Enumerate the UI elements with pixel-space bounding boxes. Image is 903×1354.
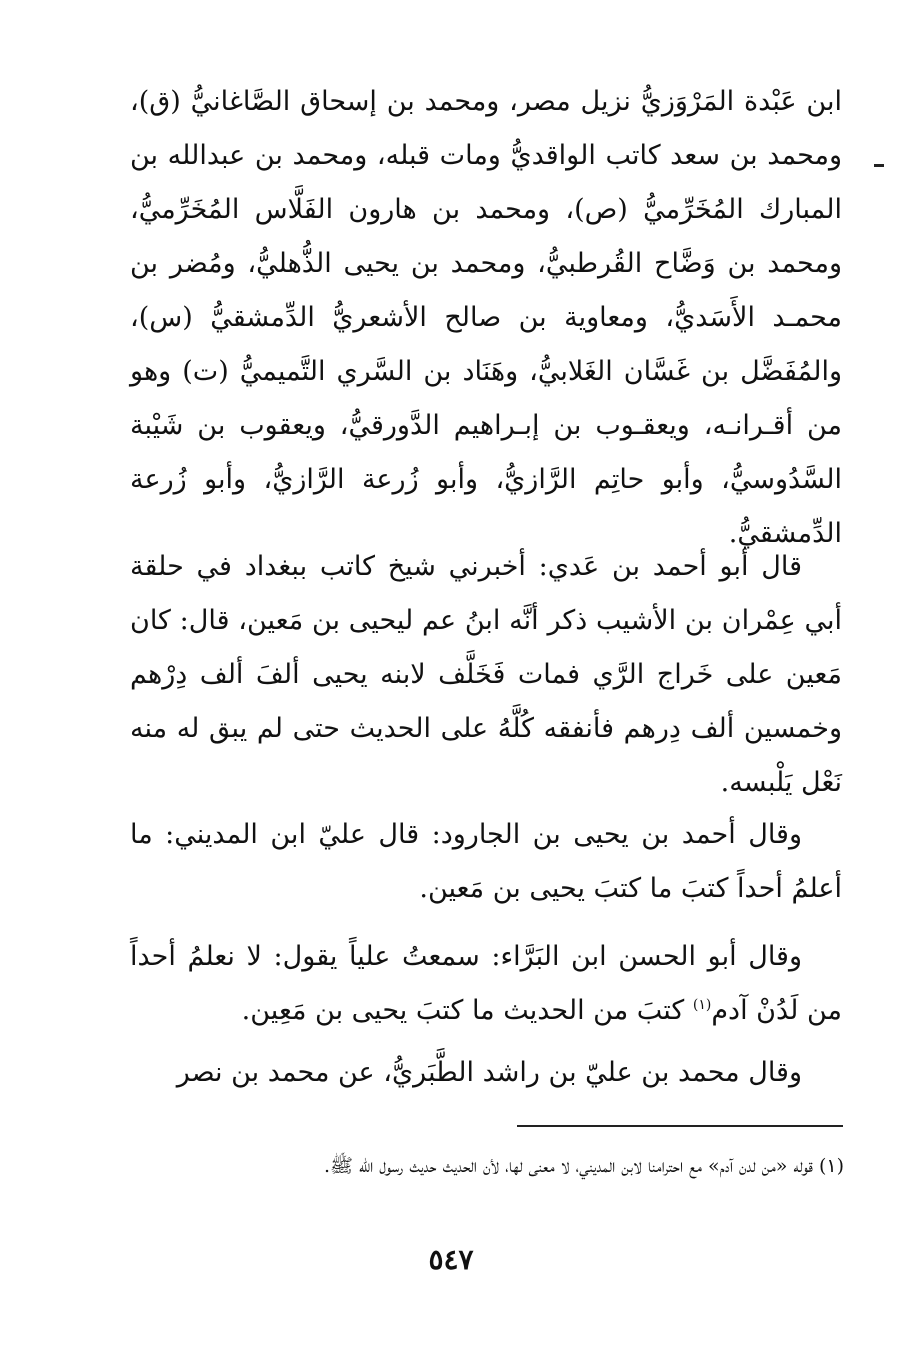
page-number: ٥٤٧: [428, 1243, 474, 1276]
paragraph-3: وقال أحمد بن يحيى بن الجارود: قال عليّ ابن المديني: ما أعلمُ أحداً كتبَ ما كتبَ يحيى بن مَعين.: [130, 819, 842, 904]
footnote-text: (١) قوله «من لدن آدم» مع احترامنا لابن المديني، لا معنى لها، لأن الحديث حديث رسول الله ﷺ.: [324, 1155, 844, 1177]
footnote-reference[interactable]: (١): [692, 997, 712, 1013]
footnote-divider: [517, 1125, 843, 1127]
paragraph-5: وقال محمد بن عليّ بن راشد الطَّبَريُّ، عن محمد بن نصر: [176, 1057, 802, 1088]
paragraph-4: [130, 930, 842, 1038]
margin-mark: [874, 164, 884, 167]
paragraph-4-part-1: وقال أبو الحسن ابن البَرَّاء: سمعتُ علياً يقول: لا نعلمُ أحداً من لَدُنْ آدم: [130, 941, 842, 1026]
paragraph-1: ابن عَبْدة المَرْوَزيُّ نزيل مصر، ومحمد بن إسحاق الصَّاغانيُّ (ق)، ومحمد بن سعد كاتب الواقديُّ ومات قبله، ومحمد بن عبدالله بن المبارك المُخَرِّميُّ (ص)، ومحمد بن هارون الفَلَّاس المُخَرِّميُّ، ومحمد بن وَضَّاح القُرطبيُّ، ومحمد بن يحيى الذُّهليُّ، ومُضر بن محمـد الأَسَديُّ، ومعاوية بن صالح الأشعريُّ الدِّمشقيُّ (س)، والمُفَضَّل بن غَسَّان الغَلابيُّ، وهَنَاد بن السَّري التَّميميُّ (ت) وهو من أقـرانـه، ويعقـوب بن إبـراهيم الدَّورقيُّ، ويعقوب بن شَيْبة السَّدُوسيُّ، وأبو حاتِم الرَّازيُّ، وأبو زُرعة الرَّازيُّ، وأبو زُرعة الدِّمشقيُّ.: [130, 86, 842, 549]
paragraph-2: قال أبو أحمد بن عَدي: أخبرني شيخ كاتب ببغداد في حلقة أبي عِمْران بن الأشيب ذكر أنَّه ابنُ عم ليحيى بن مَعين، قال: كان مَعين على خَراج الرَّي فمات فَخَلَّف لابنه يحيى ألفَ ألف دِرْهم وخمسين ألف دِرهم فأنفقه كُلَّهُ على الحديث حتى لم يبق له منه نَعْل يَلْبسه.: [130, 551, 842, 798]
paragraph-4-part-2: كتبَ من الحديث ما كتبَ يحيى بن مَعِين.: [241, 995, 685, 1026]
